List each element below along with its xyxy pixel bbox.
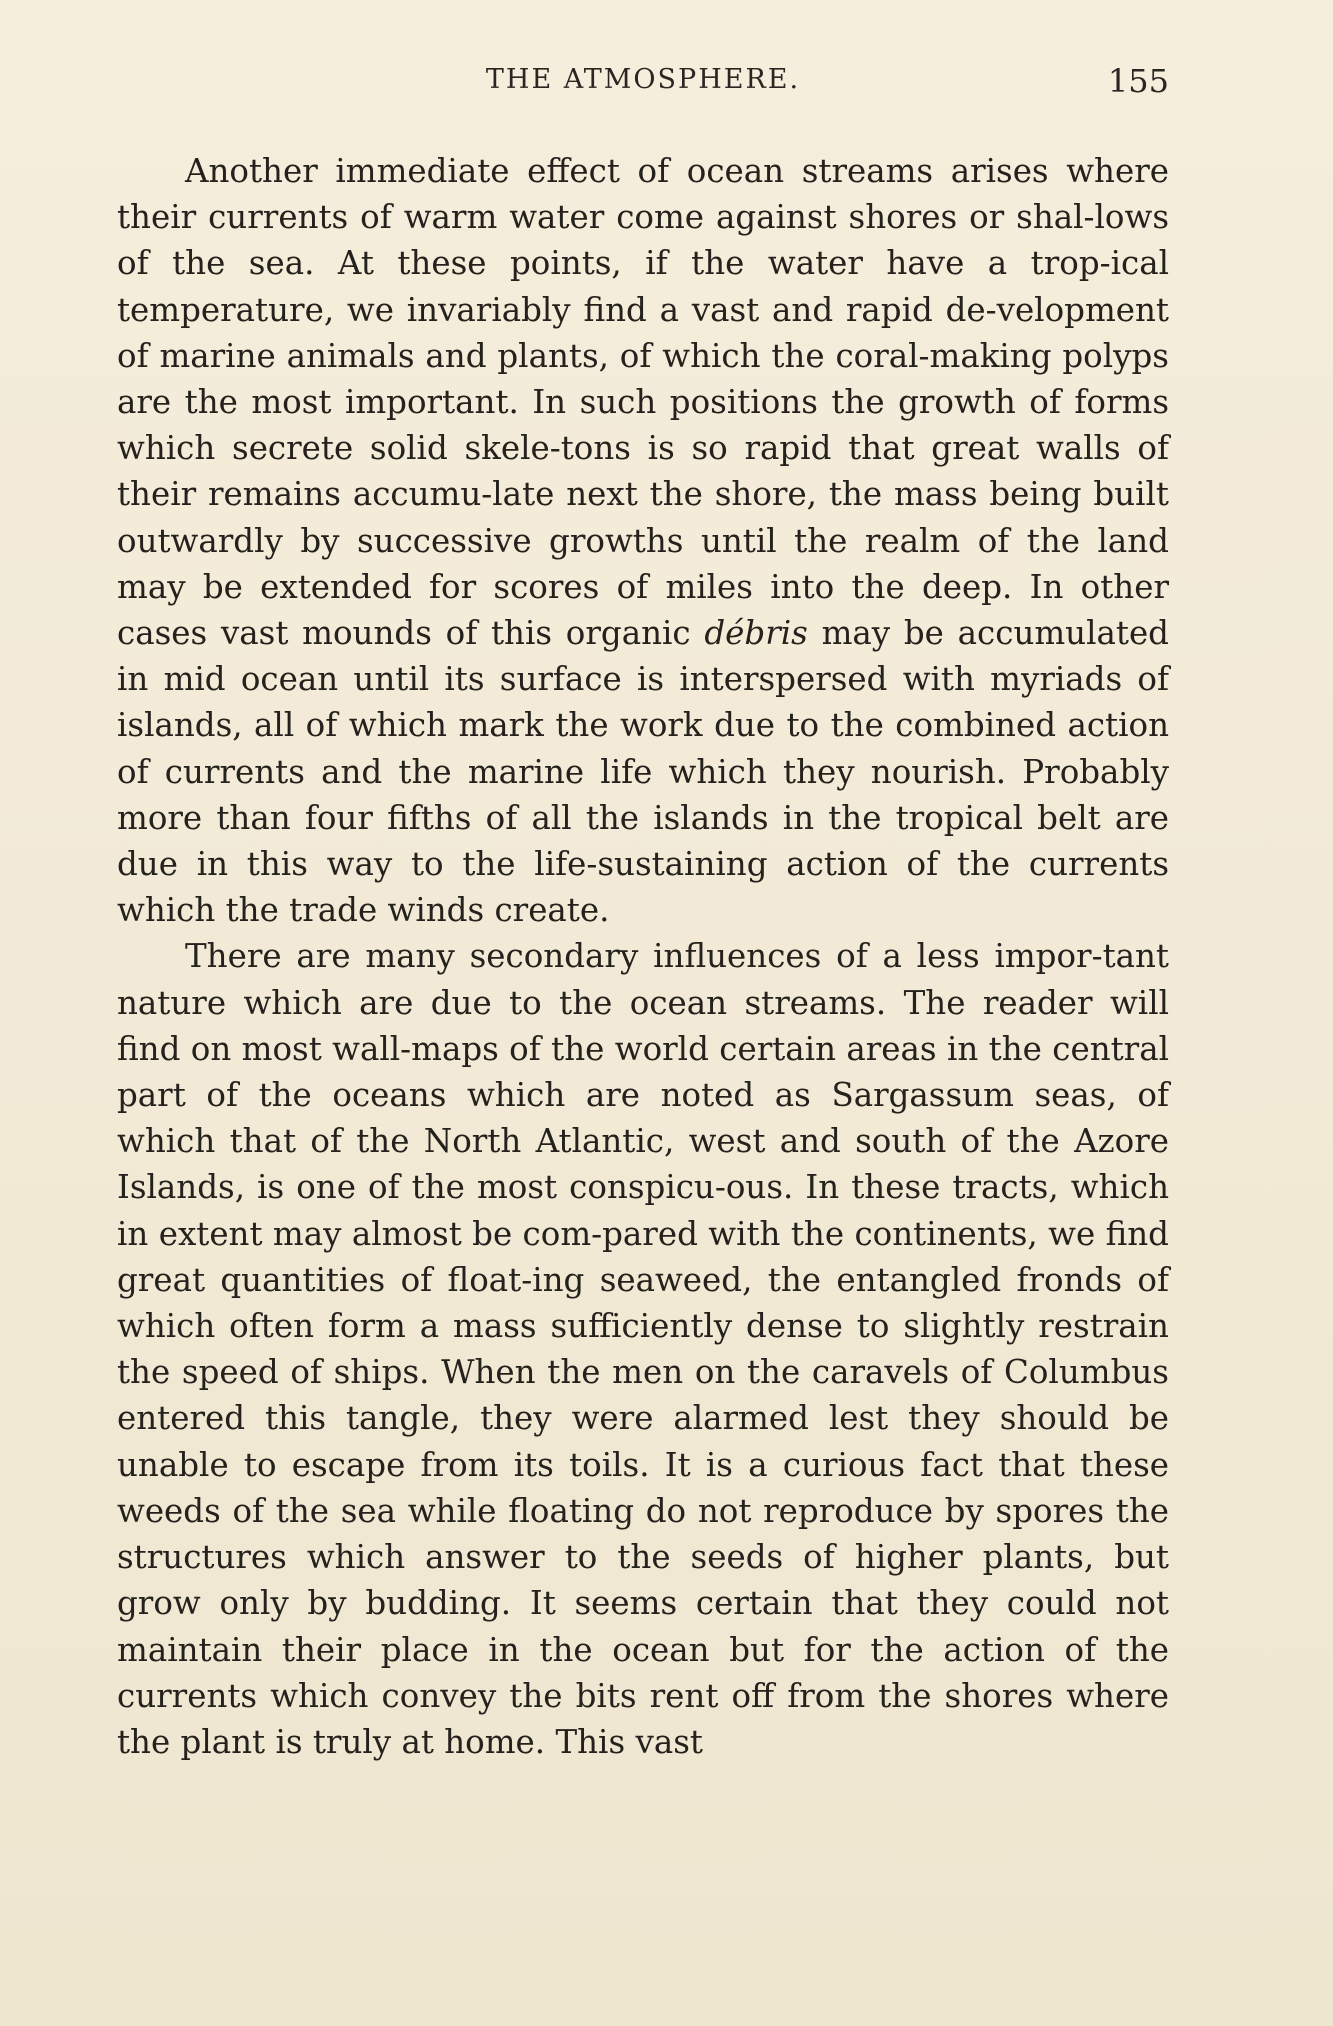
page-header xyxy=(117,58,1169,108)
paragraph-coral-reefs xyxy=(117,148,1169,933)
page-number: 155 xyxy=(1107,62,1169,100)
paragraph-text: may be accumulated in mid ocean until its surface is interspersed with myriads of islands, all of which mark the work due to the combined action of currents and the marine life which they nourish. Probably more than four fifths of all the islands in the tropical belt are due in this way to the life-sustaining action of the currents which the trade winds create. xyxy=(117,614,1169,930)
paragraph-sargassum-seas: There are many secondary influences of a less impor-tant nature which are due to the ocean streams. The reader will find on most wall-maps of the world certain areas in the central part of the oceans which are noted as Sargassum seas, of which that of the North Atlantic, west and south of the Azore Islands, is one of the most conspicu-ous. In these tracts, which in extent may almost be com-pared with the continents, we find great quantities of float-ing seaweed, the entangled fronds of which often form a mass sufficiently dense to slightly restrain the speed of ships. When the men on the caravels of Columbus entered this tangle, they were alarmed lest they should be unable to escape from its toils. It is a curious fact that these weeds of the sea while floating do not reproduce by spores the structures which answer to the seeds of higher plants, but grow only by budding. It seems certain that they could not maintain their place in the ocean but for the action of the currents which convey the bits rent off from the shores where the plant is truly at home. This vast xyxy=(117,937,1169,1761)
body-text xyxy=(117,148,1169,1765)
running-head: THE ATMOSPHERE. xyxy=(485,64,801,95)
italic-term: débris xyxy=(704,614,808,653)
paragraph-text: Another immediate effect of ocean streams arises where their currents of warm water come against shores or shal-lows of the sea. At these points, if the water have a trop-ical temperature, we invariably find a vast and rapid de-velopment of marine animals and plants, of which the coral-making polyps are the most important. In such positions the growth of forms which secrete solid skele-tons is so rapid that great walls of their remains accumu-late next the shore, the mass being built outwardly by successive growths until the realm of the land may be extended for scores of miles into the deep. In other cases vast mounds of this organic xyxy=(117,152,1169,653)
